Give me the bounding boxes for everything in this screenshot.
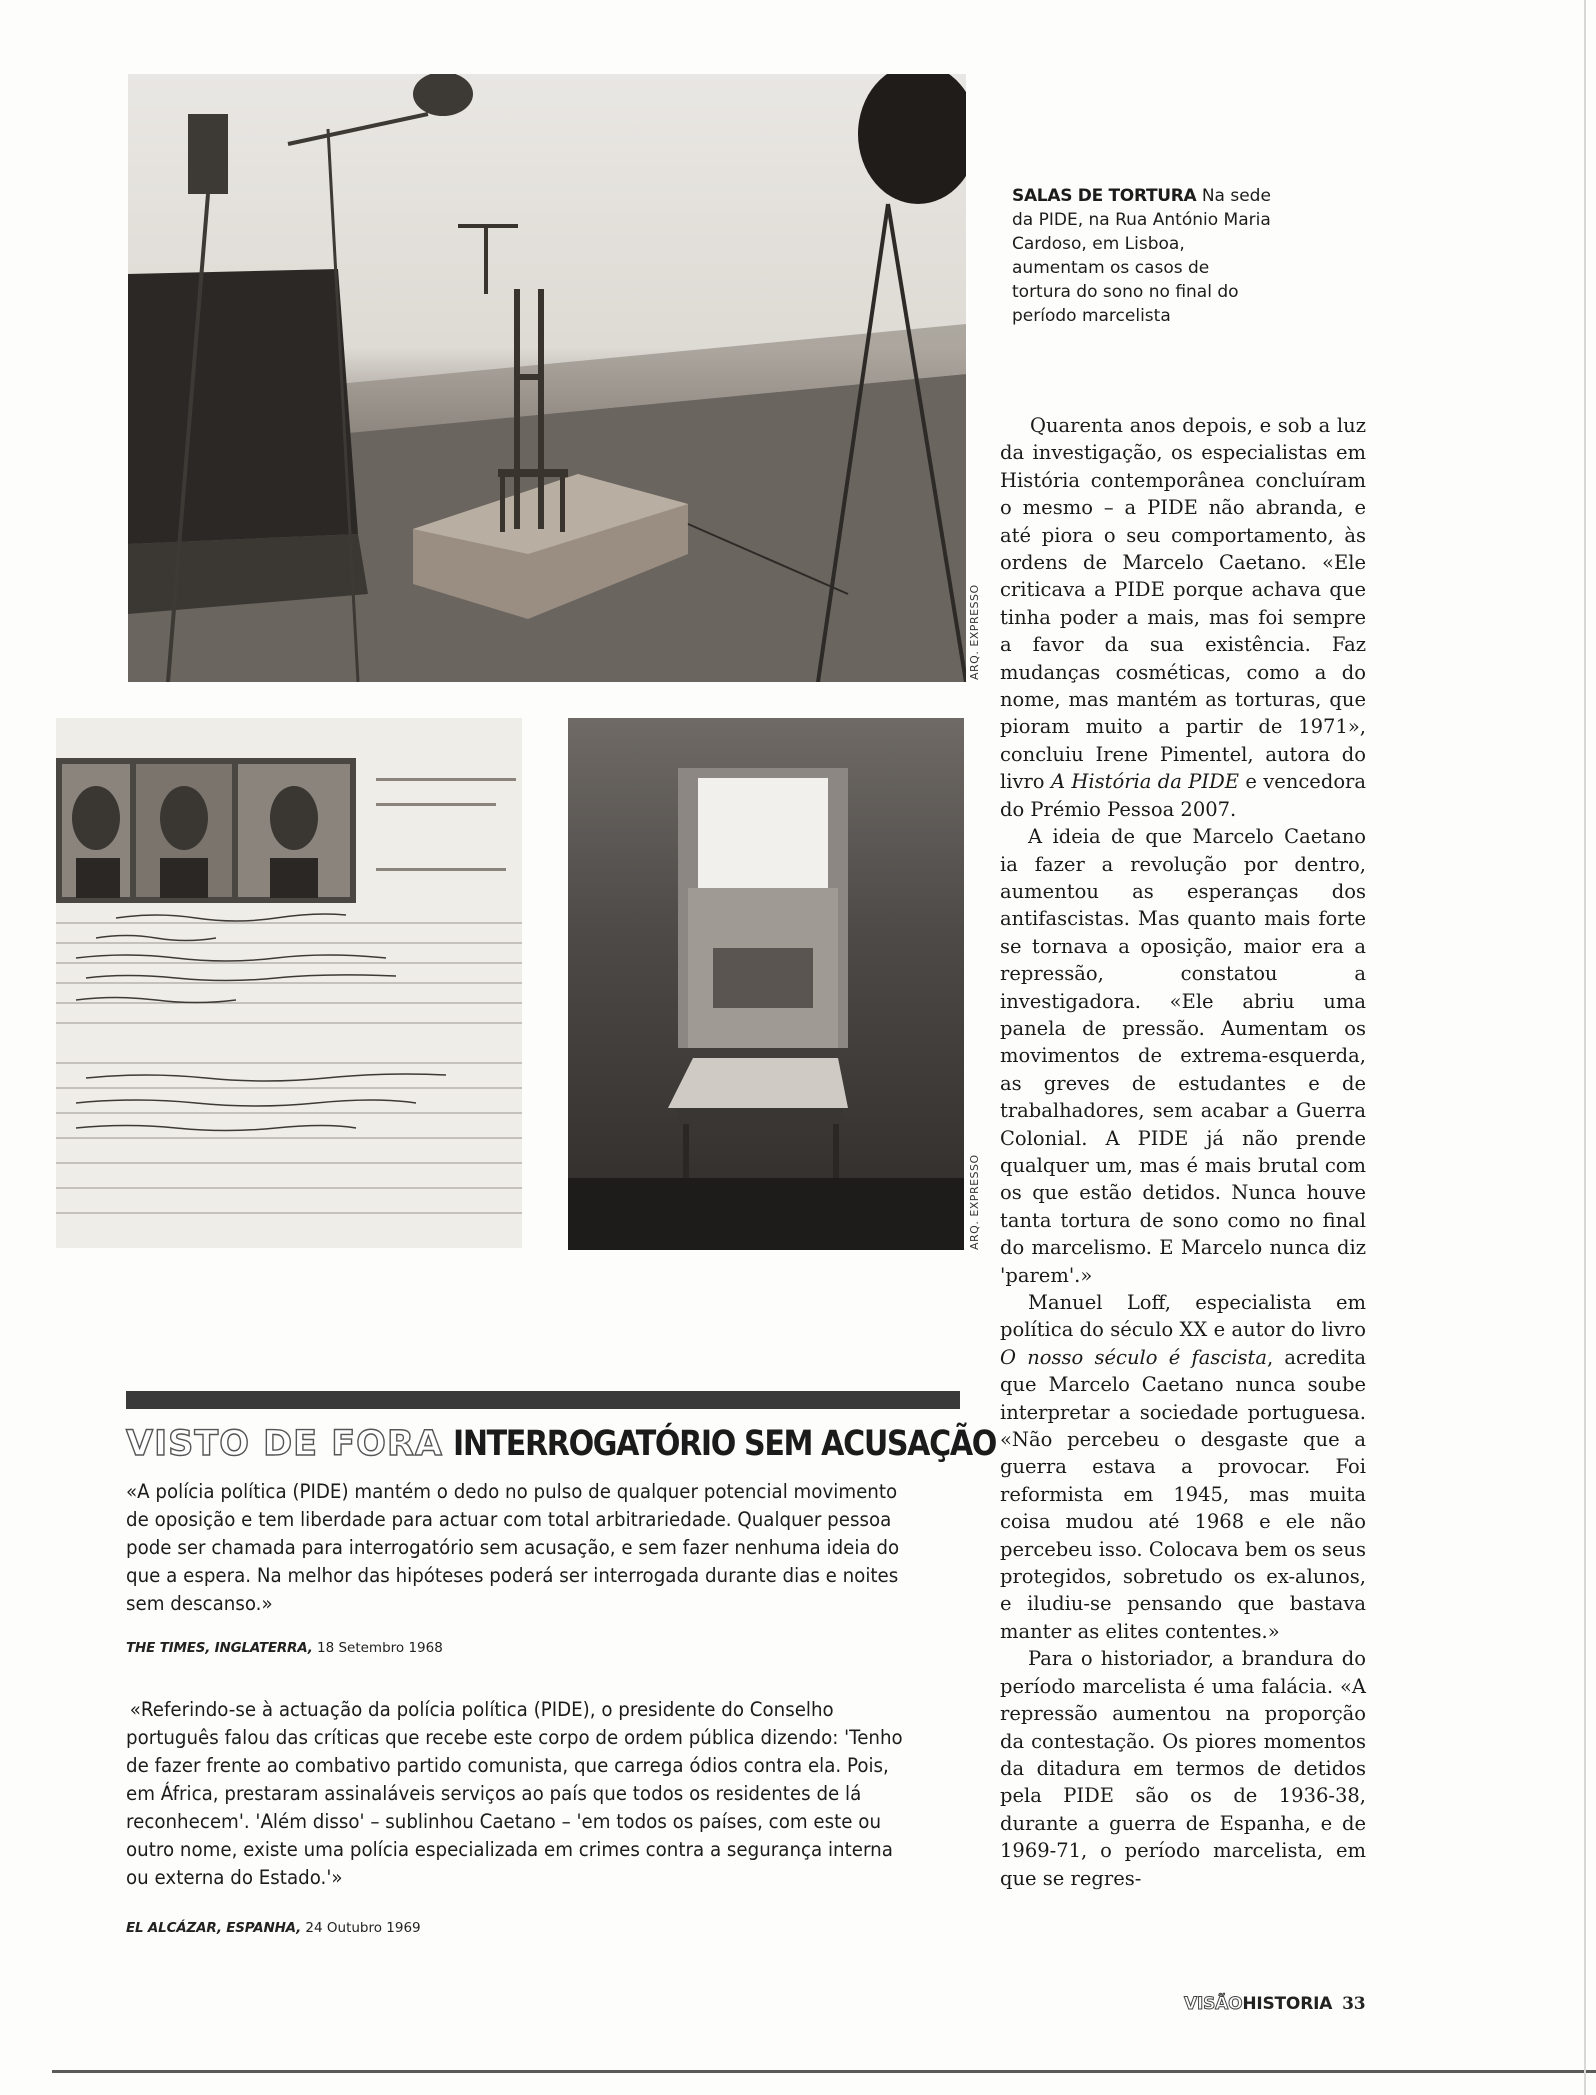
quote-alcazar: «Referindo-se à actuação da polícia política (PIDE), o presidente do Conselho português falou das críticas que recebe este corpo de ordem pública dizendo: 'Tenho de fazer frente ao combativo partido comunista, que carrega ódios contra ela. Pois, em África, prestaram assinaláveis serviços ao país que todos os residentes de lá reconhecem'. 'Além disso' – sublinhou Caetano – 'em todos os países, com este ou outro nome, existe uma polícia especializada em crimes contra a segurança interna ou externa do Estado.'»: [126, 1698, 903, 1889]
caption-lead: SALAS DE TORTURA: [1012, 186, 1197, 206]
source-alcazar-date: 24 Outubro 1969: [301, 1920, 421, 1936]
source-times: [126, 1640, 443, 1656]
photo-prison-cell: [568, 718, 964, 1250]
p1-text-a: Quarenta anos depois, e sob a luz da investigação, os especialistas em História contemporânea concluíram o mesmo – a PIDE não abranda, e até piora o seu comportamento, às ordens de Marcelo Caetano. «Ele criticava a PIDE porque achava que tinha poder a mais, mas foi sempre a favor da sua existência. Faz mudanças cosméticas, como a do nome, mas mantém as torturas, que pioram muito a partir de 1971», concluiu Irene Pimentel, autora do livro: [1000, 414, 1366, 794]
article-body: [1000, 412, 1366, 1892]
page-number: 33: [1342, 1994, 1366, 2014]
source-alcazar-name: EL ALCÁZAR, ESPANHA,: [126, 1920, 302, 1936]
p3-text-a: Manuel Loff, especialista em política do século XX e autor do livro: [1000, 1291, 1366, 1342]
box-title: INTERROGATÓRIO SEM ACUSAÇÃO: [452, 1424, 996, 1464]
magazine-name: VISÃO: [1184, 1994, 1243, 2014]
quote-times: «A polícia política (PIDE) mantém o dedo no pulso de qualquer potencial movimento de oposição e tem liberdade para actuar com total arbitrariedade. Qualquer pessoa pode ser chamada para interrogatório sem acusação, e sem fazer nenhuma ideia do que a espera. Na melhor das hipóteses poderá ser interrogada durante dias e noites sem descanso.»: [126, 1480, 900, 1615]
scan-right-edge: [1584, 0, 1586, 2095]
photo-caption: [1012, 184, 1272, 328]
book-title-pide: A História da PIDE: [1050, 770, 1239, 794]
box-heading: [126, 1424, 996, 1464]
prison-cell-illustration: [568, 718, 964, 1250]
source-times-name: THE TIMES, INGLATERRA,: [126, 1640, 313, 1656]
box-top-rule: [126, 1391, 960, 1409]
box-kicker: VISTO DE FORA: [126, 1424, 443, 1464]
scan-bottom-edge: [52, 2070, 1596, 2073]
photo-credit-1: ARQ. EXPRESSO: [968, 584, 981, 680]
photo-prisoner-record: [56, 718, 522, 1248]
article-paragraph-3: [1000, 1289, 1366, 1645]
article-paragraph-4: Para o historiador, a brandura do período marcelista é uma falácia. «A repressão aumentou na proporção da contestação. Os piores momentos da ditadura em termos de detidos pela PIDE são os de 1936-38, durante a guerra de Espanha, e de 1969-71, o período marcelista, em que se regres-: [1000, 1647, 1366, 1890]
photo-torture-room: [128, 74, 966, 682]
magazine-section: HISTORIA: [1242, 1994, 1333, 2014]
prisoner-record-illustration: [56, 718, 522, 1248]
photo-credit-2: ARQ. EXPRESSO: [968, 1154, 981, 1250]
p3-text-b: , acredita que Marcelo Caetano nunca soube interpretar a sociedade portuguesa. «Não percebeu o desgaste que a guerra estava a provocar. Foi reformista em 1945, mas muita coisa mudou até 1968 e ele não percebeu isso. Colocava bem os seus protegidos, sobretudo os ex-alunos, e iludiu-se pensando que bastava manter as elites contentes.»: [1000, 1345, 1366, 1643]
book-title-seculo: O nosso século é fascista: [1000, 1345, 1267, 1369]
article-paragraph-1: [1000, 412, 1366, 823]
p1-text-b: e vencedora do Prémio Pessoa 2007.: [1000, 770, 1367, 821]
torture-room-illustration: [128, 74, 966, 682]
caption-text: Na sede da PIDE, na Rua António Maria Cardoso, em Lisboa, aumentam os casos de tortura do sono no final do período marcelista: [1012, 186, 1271, 326]
source-times-date: 18 Setembro 1968: [312, 1640, 443, 1656]
source-alcazar: [126, 1920, 421, 1936]
page-footer: [1184, 1994, 1365, 2014]
article-paragraph-2: A ideia de que Marcelo Caetano ia fazer a revolução por dentro, aumentou as esperanças dos antifascistas. Mas quanto mais forte se tornava a oposição, maior era a repressão, constatou a investigadora. «Ele abriu uma panela de pressão. Aumentam os movimentos de extrema-esquerda, as greves de estudantes e de trabalhadores, sem acabar a Guerra Colonial. A PIDE já não prende qualquer um, mas é mais brutal com os que estão detidos. Nunca houve tanta tortura de sono como no final do marcelismo. E Marcelo nunca diz 'parem'.»: [1000, 825, 1366, 1287]
